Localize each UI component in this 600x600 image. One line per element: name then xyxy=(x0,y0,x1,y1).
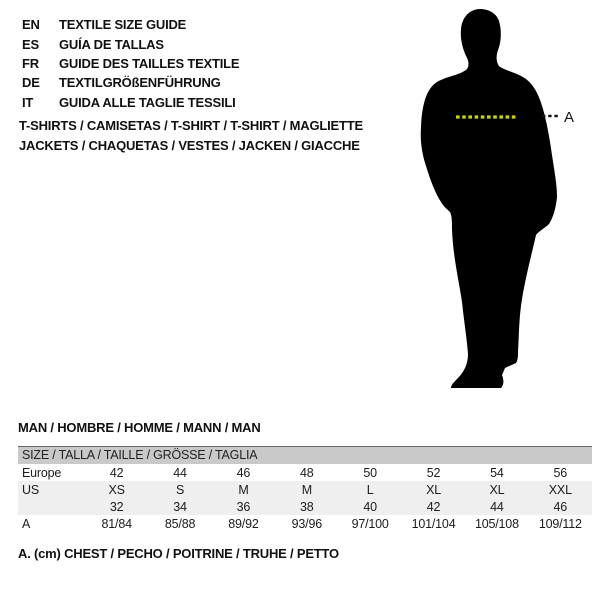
category-tshirts: T-SHIRTS / CAMISETAS / T-SHIRT / T-SHIRT / MAGLIETTE xyxy=(19,118,363,133)
cell: 105/108 xyxy=(475,516,519,531)
row-label: US xyxy=(22,482,39,497)
cell: 50 xyxy=(363,465,377,480)
cell: 56 xyxy=(553,465,568,480)
language-code: DE xyxy=(22,75,40,91)
size-table-header: SIZE / TALLA / TAILLE / GRÖSSE / TAGLIA xyxy=(18,447,592,465)
cell: L xyxy=(366,482,374,497)
cell: 54 xyxy=(490,465,504,480)
language-list xyxy=(22,15,239,112)
cell: S xyxy=(175,482,185,497)
cell: 34 xyxy=(173,499,187,514)
language-row-fr xyxy=(22,54,239,73)
category-jackets: JACKETS / CHAQUETAS / VESTES / JACKEN / GIACCHE xyxy=(19,138,360,153)
cell: 101/104 xyxy=(411,516,456,531)
cell: 97/100 xyxy=(351,516,389,531)
cell: 109/112 xyxy=(538,516,582,531)
cell: XL xyxy=(489,482,505,497)
cell: 36 xyxy=(236,499,251,514)
cell: 42 xyxy=(426,499,441,514)
language-label: GUIDE DES TAILLES TEXTILE xyxy=(59,55,240,71)
cell: 52 xyxy=(426,465,441,480)
language-code: ES xyxy=(22,36,39,52)
language-row-it xyxy=(22,93,239,112)
man-silhouette xyxy=(421,9,557,388)
cell: XS xyxy=(108,482,125,497)
section-heading-man: MAN / HOMBRE / HOMME / MANN / MAN xyxy=(18,420,261,435)
measure-footnote: A. (cm) CHEST / PECHO / POITRINE / TRUHE / PETTO xyxy=(18,546,339,561)
size-table-header-row xyxy=(18,447,592,465)
table-row-europe xyxy=(18,464,592,481)
cell: 93/96 xyxy=(291,516,322,531)
cell: 44 xyxy=(490,499,504,514)
row-label xyxy=(18,498,85,515)
cell: 89/92 xyxy=(228,516,259,531)
table-row-chest-a xyxy=(18,515,592,532)
cell: XL xyxy=(426,482,441,497)
language-label: GUIDA ALLE TAGLIE TESSILI xyxy=(59,94,236,110)
cell: 48 xyxy=(300,465,314,480)
cell: M xyxy=(238,482,249,497)
language-code: FR xyxy=(22,55,39,71)
cell: 85/88 xyxy=(164,516,196,531)
cell: M xyxy=(301,482,312,497)
cell: 44 xyxy=(173,465,187,480)
table-row-us xyxy=(18,481,592,498)
table-row-numeric xyxy=(18,498,592,515)
language-row-es xyxy=(22,34,239,53)
size-table xyxy=(18,446,592,532)
garment-categories xyxy=(19,116,363,156)
cell: XXL xyxy=(548,482,572,497)
measure-label-a: A xyxy=(564,109,575,126)
cell: 38 xyxy=(300,499,314,514)
man-silhouette-figure xyxy=(415,5,585,395)
language-label: TEXTILGRÖßENFÜHRUNG xyxy=(59,75,221,91)
cell: 32 xyxy=(109,499,124,514)
language-row-de xyxy=(22,73,239,92)
cell: 42 xyxy=(109,465,124,480)
cell: 46 xyxy=(236,465,251,480)
language-row-en xyxy=(22,15,239,34)
language-label: GUÍA DE TALLAS xyxy=(59,36,164,52)
cell: 46 xyxy=(553,499,568,514)
row-label: A xyxy=(22,516,31,531)
cell: 81/84 xyxy=(101,516,132,531)
row-label: Europe xyxy=(22,465,62,480)
language-code: IT xyxy=(22,94,34,110)
language-label: TEXTILE SIZE GUIDE xyxy=(59,17,187,33)
cell: 40 xyxy=(363,499,377,514)
language-code: EN xyxy=(22,17,40,33)
